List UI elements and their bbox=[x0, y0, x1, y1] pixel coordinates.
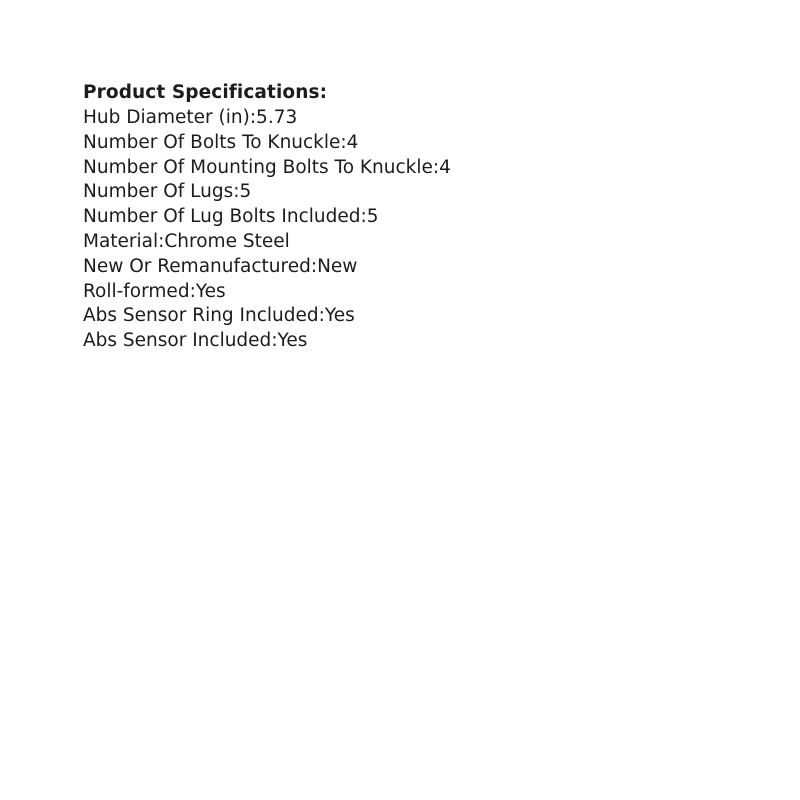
spec-value: Chrome Steel bbox=[164, 230, 290, 252]
spec-value: Yes bbox=[277, 330, 308, 352]
spec-value: 5 bbox=[239, 181, 252, 203]
spec-separator: : bbox=[189, 280, 196, 302]
spec-label: Number Of Bolts To Knuckle bbox=[83, 131, 341, 153]
spec-row bbox=[83, 280, 723, 305]
spec-value: Yes bbox=[324, 305, 355, 327]
spec-row bbox=[83, 230, 723, 255]
spec-row bbox=[83, 156, 723, 181]
spec-row bbox=[83, 255, 723, 280]
spec-separator: : bbox=[249, 107, 257, 128]
spec-row bbox=[83, 180, 723, 205]
spec-value: Yes bbox=[195, 280, 226, 302]
spec-separator: : bbox=[233, 181, 240, 203]
spec-label: Hub Diameter (in) bbox=[83, 107, 250, 128]
spec-separator: : bbox=[318, 305, 325, 327]
spec-value: 5 bbox=[366, 206, 379, 228]
spec-label: Number Of Mounting Bolts To Knuckle bbox=[83, 156, 433, 178]
spec-separator: : bbox=[158, 230, 165, 252]
spec-label: Number Of Lugs bbox=[83, 181, 234, 203]
spec-label: Roll-formed bbox=[83, 280, 190, 302]
spec-separator: : bbox=[310, 255, 318, 277]
spec-separator: : bbox=[360, 206, 367, 228]
spec-label: Abs Sensor Ring Included bbox=[83, 305, 319, 327]
spec-row bbox=[83, 106, 723, 131]
spec-value: New bbox=[317, 255, 358, 277]
spec-separator: : bbox=[271, 330, 278, 352]
product-specifications-section bbox=[83, 80, 723, 354]
spec-list bbox=[83, 106, 723, 354]
spec-row bbox=[83, 304, 723, 329]
spec-label: Abs Sensor Included bbox=[83, 330, 272, 352]
spec-section-heading: Product Specifications: bbox=[83, 82, 328, 103]
spec-label: New Or Remanufactured bbox=[83, 255, 311, 277]
spec-row bbox=[83, 131, 723, 156]
spec-separator: : bbox=[340, 131, 347, 153]
spec-label: Material bbox=[83, 230, 159, 252]
spec-row bbox=[83, 329, 723, 354]
spec-row bbox=[83, 205, 723, 230]
spec-label: Number Of Lug Bolts Included bbox=[83, 206, 361, 228]
spec-value: 5.73 bbox=[256, 107, 298, 128]
spec-separator: : bbox=[432, 156, 440, 178]
spec-value: 4 bbox=[346, 131, 359, 153]
spec-value: 4 bbox=[439, 156, 451, 178]
